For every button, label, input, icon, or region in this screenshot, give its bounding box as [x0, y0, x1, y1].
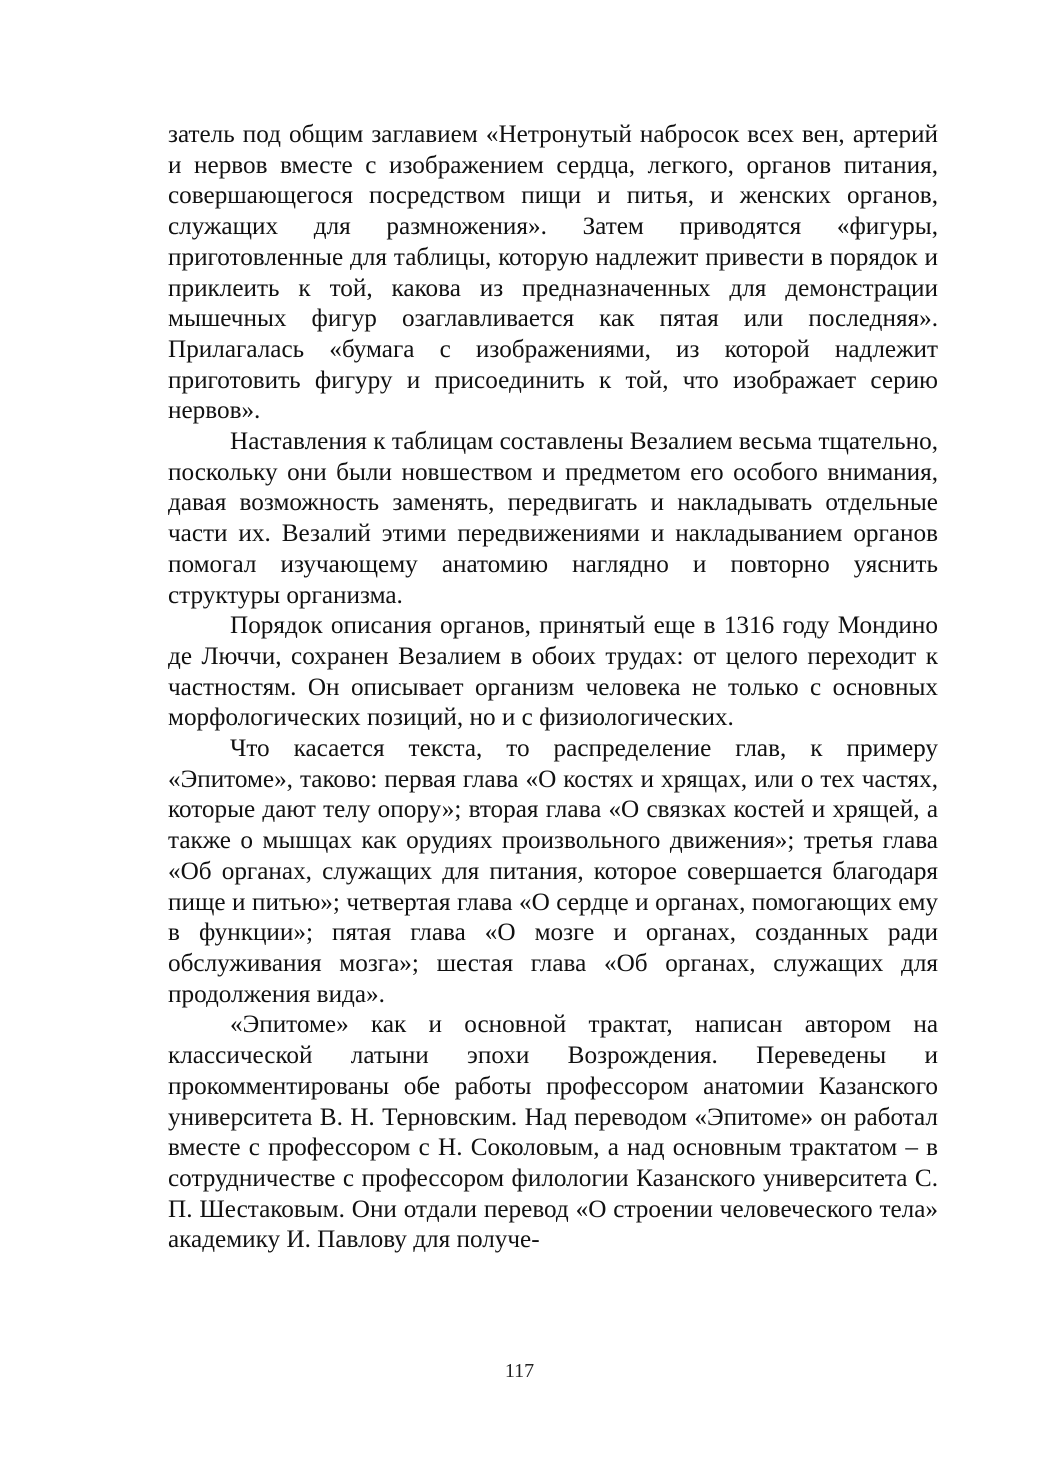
paragraph-translation: «Эпитоме» как и основной трактат, написан автором на классической латыни эпохи Возрождения. Переведены и прокомментированы обе работы профессором анатомии Казанского университета В. Н. Терновским. Над переводом «Эпитоме» он работал вместе с профессором с Н. Соколовым, а над основным трактатом – в сотрудничестве с профессором филологии Казанского университета С. П. Шестаковым. Они отдали перевод «О строении человеческого тела» академику И. Павлову для получе-: [168, 1011, 938, 1254]
paragraph-continued: затель под общим заглавием «Нетронутый набросок всех вен, артерий и нервов вместе с изображением сердца, легкого, органов питания, совершающегося посредством пищи и питья, и женских органов, служащих для размножения». Затем приводятся «фигуры, приготовленные для таблицы, которую надлежит привести в порядок и приклеить к той, какова из предназначенных для демонстрации мышечных фигур озаглавливается как пятая или последняя». Прилагалась «бумага с изображениями, из которой надлежит приготовить фигуру и присоединить к той, что изображает серию нервов».: [168, 121, 938, 425]
paragraph-description-order: Порядок описания органов, принятый еще в 1316 году Мондино де Люччи, сохранен Везалием в обоих трудах: от целого переходит к частностям. Он описывает организм человека не только с основных морфологических позиций, но и с физиологических.: [168, 612, 938, 732]
body-text: [168, 120, 938, 1256]
paragraph-tables-instructions: Наставления к таблицам составлены Везалием весьма тщательно, поскольку они были новшеством и предметом его особого внимания, давая возможность заменять, передвигать и накладывать отдельные части их. Везалий этими передвижениями и накладыванием органов помогал изучающему анатомию наглядно и повторно уяснить структуры организма.: [168, 428, 938, 609]
page-number: 117: [504, 1360, 535, 1382]
paragraph-chapters: Что касается текста, то распределение глав, к примеру «Эпитоме», таково: первая глава «О костях и хрящах, или о тех частях, которые дают телу опору»; вторая глава «О связках костей и хрящей, а также о мышцах как орудиях произвольного движения»; третья глава «Об органах, служащих для питания, которое совершается благодаря пище и питью»; четвертая глава «О сердце и органах, помогающих ему в функции»; пятая глава «О мозге и органах, созданных ради обслуживания мозга»; шестая глава «Об органах, служащих для продолжения вида».: [168, 735, 938, 1008]
